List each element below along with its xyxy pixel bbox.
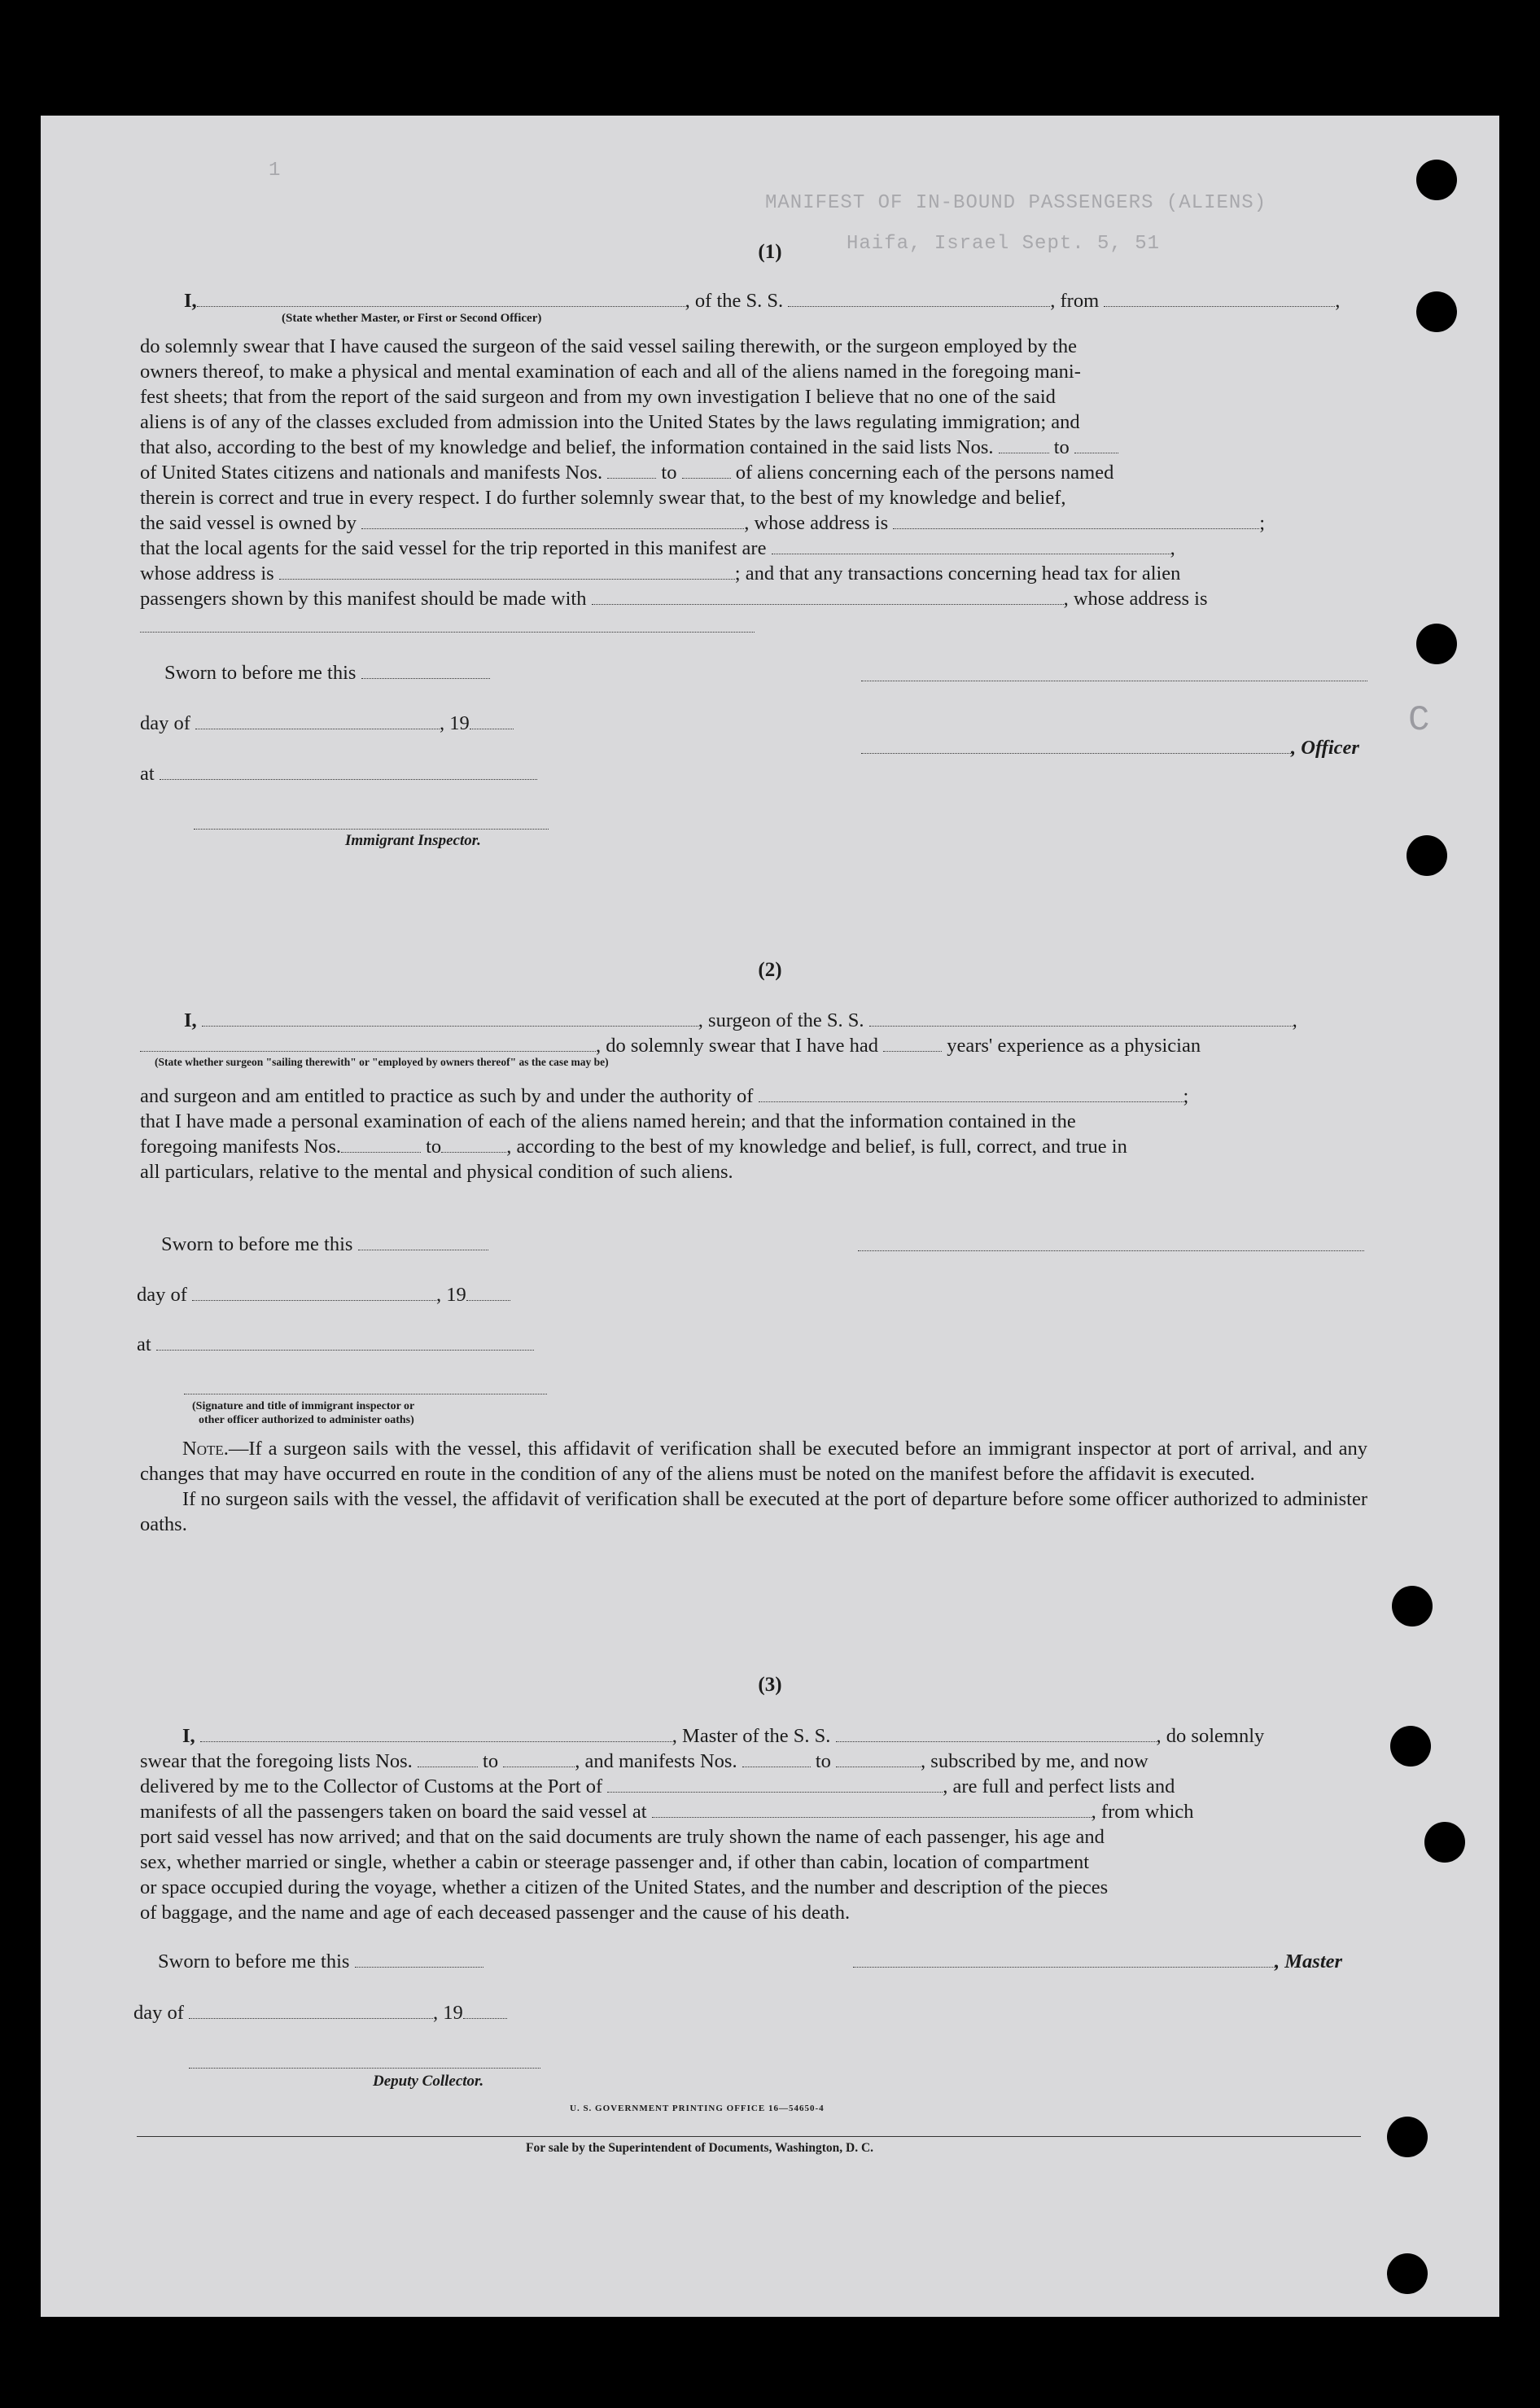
i-label: I, xyxy=(182,1725,195,1747)
body-line: port said vessel has now arrived; and that on the said documents are truly shown the name of each passenger, his age and xyxy=(140,1826,1105,1848)
body-line: owners thereof, to make a physical and mental examination of each and all of the aliens named in the foregoing mani- xyxy=(140,361,1081,383)
inspector-caption: Immigrant Inspector. xyxy=(345,832,481,849)
officer-blank[interactable] xyxy=(861,738,1291,754)
section1-line1 xyxy=(184,289,1340,313)
day-blank[interactable] xyxy=(189,2003,433,2019)
signature-note: other officer authorized to administer oaths) xyxy=(199,1414,414,1426)
body-line xyxy=(140,1723,1367,1749)
label: ; and that any transactions concerning head tax for alien xyxy=(734,563,1181,584)
body-line xyxy=(140,510,1367,536)
day-line xyxy=(140,711,514,736)
lists-to-blank[interactable] xyxy=(1074,438,1118,453)
section-number: (1) xyxy=(758,241,782,263)
label: of aliens concerning each of the persons named xyxy=(735,462,1114,484)
body-line xyxy=(140,536,1367,561)
label: , are full and perfect lists and xyxy=(943,1775,1175,1797)
officer-label: , Officer xyxy=(1291,737,1359,759)
body-line xyxy=(140,561,1367,586)
body-line xyxy=(140,586,1367,611)
surgeon-name-blank[interactable] xyxy=(202,1011,698,1027)
vessel-name-blank[interactable] xyxy=(869,1011,1293,1027)
note-paragraph xyxy=(140,1436,1367,1486)
lists-to-blank[interactable] xyxy=(503,1752,575,1767)
port-blank[interactable] xyxy=(607,1777,943,1793)
i-label: I, xyxy=(184,1009,197,1031)
sworn-date-blank[interactable] xyxy=(358,1235,488,1250)
at-line xyxy=(140,762,537,786)
manifests-to-blank[interactable] xyxy=(682,463,731,479)
sworn-date-blank[interactable] xyxy=(355,1952,483,1968)
label: , according to the best of my knowledge and belief, is full, correct, and true in xyxy=(506,1136,1127,1158)
collector-caption: Deputy Collector. xyxy=(373,2073,484,2090)
label: , Master of the S. S. xyxy=(672,1725,831,1747)
punch-hole xyxy=(1416,291,1457,332)
label: Sworn to before me this xyxy=(164,662,357,684)
master-name-blank[interactable] xyxy=(200,1727,672,1742)
label: and surgeon and am entitled to practice as such by and under the authority of xyxy=(140,1085,754,1107)
label: to xyxy=(483,1750,499,1772)
punch-hole xyxy=(1407,835,1447,876)
body-line xyxy=(140,435,1367,460)
label: of United States citizens and nationals and manifests Nos. xyxy=(140,462,603,484)
label: years' experience as a physician xyxy=(947,1035,1201,1057)
body-line: all particulars, relative to the mental and physical condition of such aliens. xyxy=(140,1161,733,1183)
at-blank[interactable] xyxy=(160,764,537,780)
master-label: , Master xyxy=(1275,1950,1343,1972)
label: Sworn to before me this xyxy=(161,1233,353,1255)
vessel-name-blank[interactable] xyxy=(836,1727,1157,1742)
bleed-through-header: MANIFEST OF IN-BOUND PASSENGERS (ALIENS) xyxy=(765,192,1267,214)
manifests-from-blank[interactable] xyxy=(742,1752,811,1767)
inspector-signature-line[interactable] xyxy=(194,829,549,830)
label: , do solemnly xyxy=(1156,1725,1265,1747)
label: , do solemnly swear that I have had xyxy=(596,1035,878,1057)
label: , xyxy=(1170,537,1175,559)
label: day of xyxy=(140,712,190,734)
label: , whose address is xyxy=(744,512,889,534)
year-blank[interactable] xyxy=(463,2003,507,2019)
punch-hole xyxy=(1416,624,1457,664)
body-line xyxy=(140,460,1367,485)
label: day of xyxy=(137,1284,187,1306)
bleed-through-number: 1 xyxy=(269,160,282,182)
manifests-from-blank[interactable] xyxy=(341,1137,421,1153)
body-line xyxy=(140,1749,1367,1774)
authority-blank[interactable] xyxy=(759,1087,1183,1102)
lists-from-blank[interactable] xyxy=(418,1752,478,1767)
label: to xyxy=(815,1750,831,1772)
punch-hole xyxy=(1424,1822,1465,1863)
day-line xyxy=(133,2001,507,2025)
section-number: (2) xyxy=(758,959,782,981)
printing-office-imprint: U. S. GOVERNMENT PRINTING OFFICE 16—54650-4 xyxy=(570,2104,825,2113)
punch-hole xyxy=(1387,2117,1428,2157)
body-line: fest sheets; that from the report of the said surgeon and from my own investigation I believe that no one of the said xyxy=(140,386,1056,408)
label: , 19 xyxy=(436,1284,466,1306)
label: delivered by me to the Collector of Customs at the Port of xyxy=(140,1775,603,1797)
day-line xyxy=(137,1283,510,1307)
section2-line1 xyxy=(184,1009,1297,1033)
label: ; xyxy=(1259,512,1266,534)
body-line: do solemnly swear that I have caused the surgeon of the said vessel sailing therewith, or the surgeon employed by the xyxy=(140,335,1077,357)
label: at xyxy=(140,763,155,785)
label: ; xyxy=(1183,1085,1189,1107)
note-label: Note. xyxy=(182,1438,229,1460)
section3-body xyxy=(140,1723,1367,1925)
label: at xyxy=(137,1333,151,1355)
label: , whose address is xyxy=(1063,588,1208,610)
body-line xyxy=(140,1799,1367,1824)
officer-line xyxy=(861,736,1359,760)
section-number: (3) xyxy=(758,1674,782,1696)
label: , of the S. S. xyxy=(685,290,784,312)
label: whose address is xyxy=(140,563,274,584)
label: Sworn to before me this xyxy=(158,1950,350,1972)
note-text: —If a surgeon sails with the vessel, this affidavit of verification shall be executed before an immigrant inspector at port of arrival, and any changes that may have occurred en route in the condition of any of the aliens must be noted on the manifest before the affidavit is executed. xyxy=(140,1438,1367,1485)
body-line: therein is correct and true in every respect. I do further solemnly swear that, to the best of my knowledge and belief, xyxy=(140,487,1066,509)
punch-hole xyxy=(1392,1586,1433,1626)
body-line xyxy=(140,1134,1367,1159)
label: , from which xyxy=(1091,1801,1194,1823)
punch-hole xyxy=(1390,1726,1431,1767)
owner-address-blank[interactable] xyxy=(893,514,1259,529)
at-blank[interactable] xyxy=(156,1335,534,1351)
label: , 19 xyxy=(440,712,470,734)
manifests-to-blank[interactable] xyxy=(836,1752,921,1767)
surgeon-status-blank[interactable] xyxy=(140,1036,596,1052)
head-tax-blank[interactable] xyxy=(592,589,1064,605)
margin-letter: C xyxy=(1408,700,1431,741)
label: passengers shown by this manifest should be made with xyxy=(140,588,587,610)
sworn-line xyxy=(164,661,490,685)
label: foregoing manifests Nos. xyxy=(140,1136,341,1158)
label: , xyxy=(1335,290,1341,312)
label: that also, according to the best of my knowledge and belief, the information contained in the said lists Nos. xyxy=(140,436,994,458)
at-line xyxy=(137,1333,534,1357)
section1-body xyxy=(140,334,1367,611)
body-line: sex, whether married or single, whether a cabin or steerage passenger and, if other than cabin, location of compartment xyxy=(140,1851,1090,1873)
body-line xyxy=(140,1774,1367,1799)
agents-address-blank[interactable] xyxy=(279,564,735,580)
label: , subscribed by me, and now xyxy=(921,1750,1148,1772)
vessel-name-blank[interactable] xyxy=(788,291,1050,307)
sale-notice: For sale by the Superintendent of Documents, Washington, D. C. xyxy=(526,2141,874,2155)
body-line: that I have made a personal examination of each of the aliens named herein; and that the information contained in the xyxy=(140,1110,1076,1132)
footer-rule xyxy=(137,2136,1361,2137)
label: manifests of all the passengers taken on board the said vessel at xyxy=(140,1801,647,1823)
punch-hole xyxy=(1416,160,1457,200)
signature-note: (Signature and title of immigrant inspector or xyxy=(192,1400,415,1412)
master-signature-blank[interactable] xyxy=(853,1952,1275,1968)
label: to xyxy=(1053,436,1070,458)
owner-blank[interactable] xyxy=(361,514,744,529)
note-block xyxy=(140,1436,1367,1537)
address-blank[interactable] xyxy=(140,632,755,633)
section2-line2 xyxy=(140,1034,1201,1058)
bleed-through-header: Haifa, Israel Sept. 5, 51 xyxy=(847,233,1161,255)
sworn-line xyxy=(161,1232,488,1257)
label: , and manifests Nos. xyxy=(575,1750,737,1772)
collector-signature-line[interactable] xyxy=(189,2068,540,2069)
label: the said vessel is owned by xyxy=(140,512,357,534)
label: to xyxy=(426,1136,442,1158)
label: day of xyxy=(133,2002,184,2024)
lists-from-blank[interactable] xyxy=(999,438,1049,453)
manifests-from-blank[interactable] xyxy=(607,463,656,479)
surgeon-signature-line[interactable] xyxy=(858,1250,1364,1251)
manifests-to-blank[interactable] xyxy=(441,1137,506,1153)
agents-blank[interactable] xyxy=(772,539,1170,554)
day-blank[interactable] xyxy=(195,714,440,729)
body-line: or space occupied during the voyage, whether a citizen of the United States, and the number and description of the pieces xyxy=(140,1876,1109,1898)
section2-body xyxy=(140,1084,1367,1184)
officer-name-blank[interactable] xyxy=(197,291,685,307)
label: , from xyxy=(1050,290,1100,312)
surgeon-note: (State whether surgeon "sailing therewith" or "employed by owners thereof" as the case may be) xyxy=(155,1056,609,1068)
punch-hole xyxy=(1387,2253,1428,2294)
years-blank[interactable] xyxy=(883,1036,942,1052)
year-blank[interactable] xyxy=(466,1285,510,1301)
sworn-date-blank[interactable] xyxy=(361,663,490,679)
label: swear that the foregoing lists Nos. xyxy=(140,1750,413,1772)
sworn-line xyxy=(158,1950,483,1974)
label: to xyxy=(661,462,677,484)
boarding-port-blank[interactable] xyxy=(652,1802,1092,1818)
body-line xyxy=(140,1084,1367,1109)
year-blank[interactable] xyxy=(470,714,514,729)
day-blank[interactable] xyxy=(192,1285,436,1301)
note-paragraph: If no surgeon sails with the vessel, the affidavit of verification shall be executed at the port of departure before some officer authorized to administer oaths. xyxy=(140,1488,1367,1535)
master-line xyxy=(853,1950,1342,1974)
label: , surgeon of the S. S. xyxy=(698,1009,864,1031)
officer-note: (State whether Master, or First or Second Officer) xyxy=(282,312,542,325)
label: , 19 xyxy=(433,2002,463,2024)
body-line: of baggage, and the name and age of each deceased passenger and the cause of his death. xyxy=(140,1902,851,1924)
port-from-blank[interactable] xyxy=(1104,291,1335,307)
i-label: I, xyxy=(184,290,197,312)
label: , xyxy=(1292,1009,1297,1031)
label: that the local agents for the said vessel for the trip reported in this manifest are xyxy=(140,537,767,559)
body-line: aliens is of any of the classes excluded from admission into the United States by the laws regulating immigration; and xyxy=(140,411,1080,433)
